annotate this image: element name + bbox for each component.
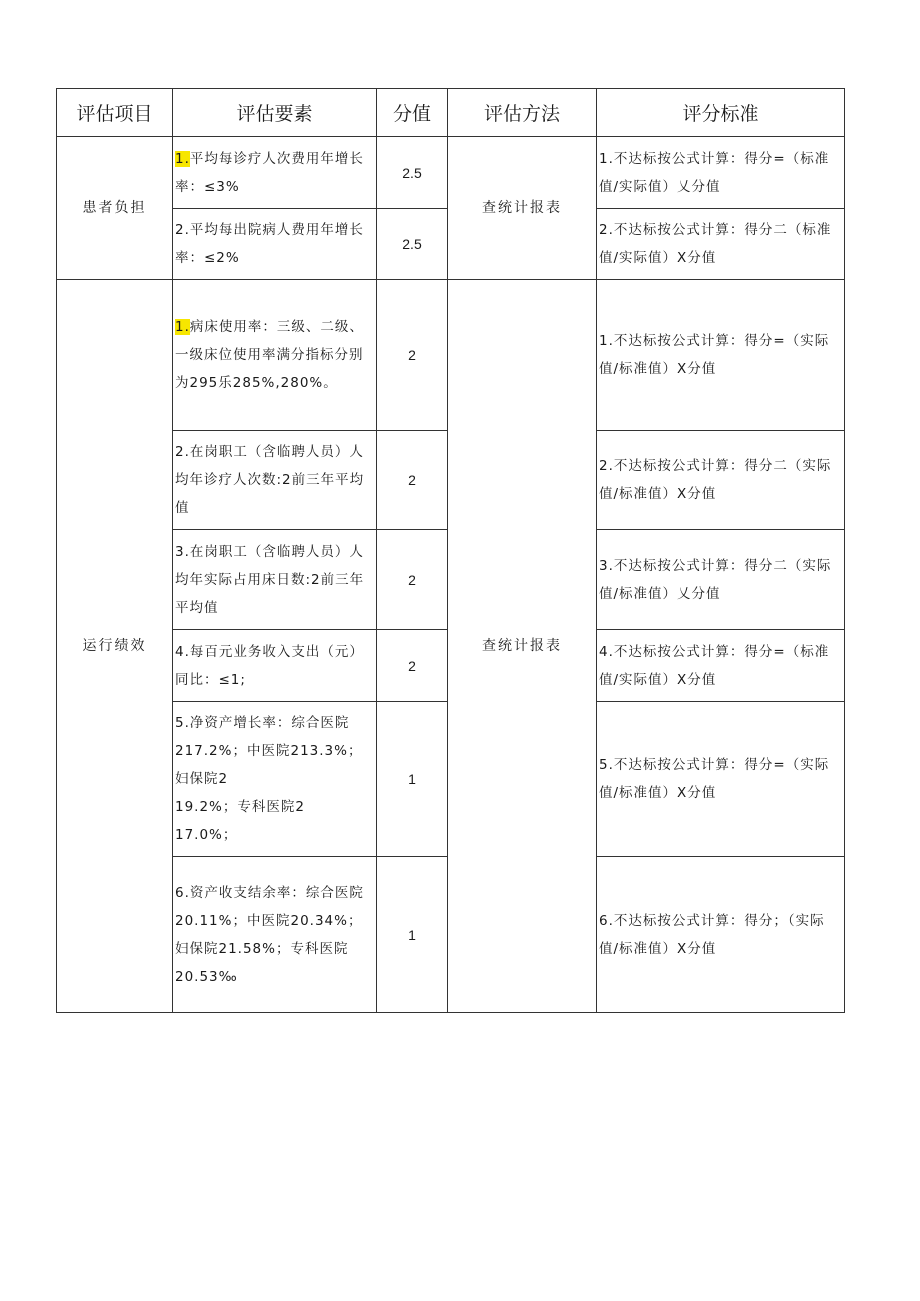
item-index: 2. (175, 222, 190, 238)
item-text: 病床使用率：三级、二级、一级床位使用率满分指标分别为295乐285%,280%。 (175, 319, 364, 391)
element-cell (173, 280, 377, 431)
score-cell: 2 (377, 280, 448, 431)
criteria-cell (597, 280, 845, 431)
item-text: 每百元业务收入支出（元） 同比：≤1; (175, 643, 364, 688)
element-cell (173, 630, 377, 702)
item-text: 平均每诊疗人次费用年增长率：≤3% (175, 150, 364, 195)
header-criteria: 评分标准 (597, 89, 845, 137)
criteria-cell (597, 530, 845, 630)
criteria-text: 4.不达标按公式计算：得分=（标准值/实际值）X分值 (599, 643, 830, 688)
method-cell: 查统计报表 (448, 280, 597, 1013)
score-cell: 2.5 (377, 137, 448, 209)
element-cell (173, 137, 377, 209)
element-cell (173, 702, 377, 857)
element-cell (173, 209, 377, 280)
item-index: 5. (175, 715, 190, 731)
item-text: 资产收支结余率：综合医院20.11%；中医院20.34%；妇保院21.58%；专科医院20.53‰ (175, 884, 364, 985)
criteria-cell (597, 630, 845, 702)
item-index: 2. (175, 444, 190, 460)
score-cell: 2 (377, 530, 448, 630)
criteria-text: 3.不达标按公式计算：得分二（实际值/标准值）乂分值 (599, 557, 832, 602)
criteria-cell (597, 209, 845, 280)
element-cell (173, 857, 377, 1013)
item-index: 6. (175, 884, 190, 901)
score-cell: 1 (377, 857, 448, 1013)
table-row (57, 137, 845, 209)
item-index: 1. (175, 150, 190, 167)
criteria-cell (597, 857, 845, 1013)
method-cell: 查统计报表 (448, 137, 597, 280)
element-cell (173, 530, 377, 630)
criteria-cell (597, 702, 845, 857)
evaluation-table (56, 88, 845, 1013)
criteria-text: 2.不达标按公式计算：得分二（标准值/实际值）X分值 (599, 222, 832, 266)
criteria-text: 1.不达标按公式计算：得分=（实际值/标准值）X分值 (599, 333, 830, 377)
header-method: 评估方法 (448, 89, 597, 137)
criteria-text: 5.不达标按公式计算：得分=（实际值/标准值）X分值 (599, 757, 830, 801)
criteria-text: 1.不达标按公式计算：得分=（标准值/实际值）乂分值 (599, 150, 830, 195)
category-cell: 运行绩效 (57, 280, 173, 1013)
element-cell (173, 431, 377, 530)
header-score: 分值 (377, 89, 448, 137)
score-cell: 2 (377, 630, 448, 702)
header-row (57, 89, 845, 137)
item-text: 净资产增长率：综合医院217.2%；中医院213.3%；妇保院2 19.2%；专科医院2 17.0%； (175, 715, 363, 843)
item-index: 4. (175, 643, 190, 660)
item-index: 1. (175, 319, 190, 335)
criteria-text: 2.不达标按公式计算：得分二（实际值/标准值）X分值 (599, 458, 832, 502)
table-row (57, 280, 845, 431)
category-cell: 患者负担 (57, 137, 173, 280)
criteria-cell (597, 137, 845, 209)
score-cell: 1 (377, 702, 448, 857)
score-cell: 2.5 (377, 209, 448, 280)
score-cell: 2 (377, 431, 448, 530)
header-element: 评估要素 (173, 89, 377, 137)
item-text: 平均每出院病人费用年增长率：≤2% (175, 222, 364, 266)
item-text: 在岗职工（含临聘人员）人均年诊疗人次数:2前三年平均值 (175, 444, 365, 516)
header-category: 评估项目 (57, 89, 173, 137)
criteria-cell (597, 431, 845, 530)
item-text: 在岗职工（含临聘人员）人均年实际占用床日数:2前三年平均值 (175, 543, 365, 616)
item-index: 3. (175, 543, 190, 560)
criteria-text: 6.不达标按公式计算：得分；（实际值/标准值）X分值 (599, 912, 825, 957)
